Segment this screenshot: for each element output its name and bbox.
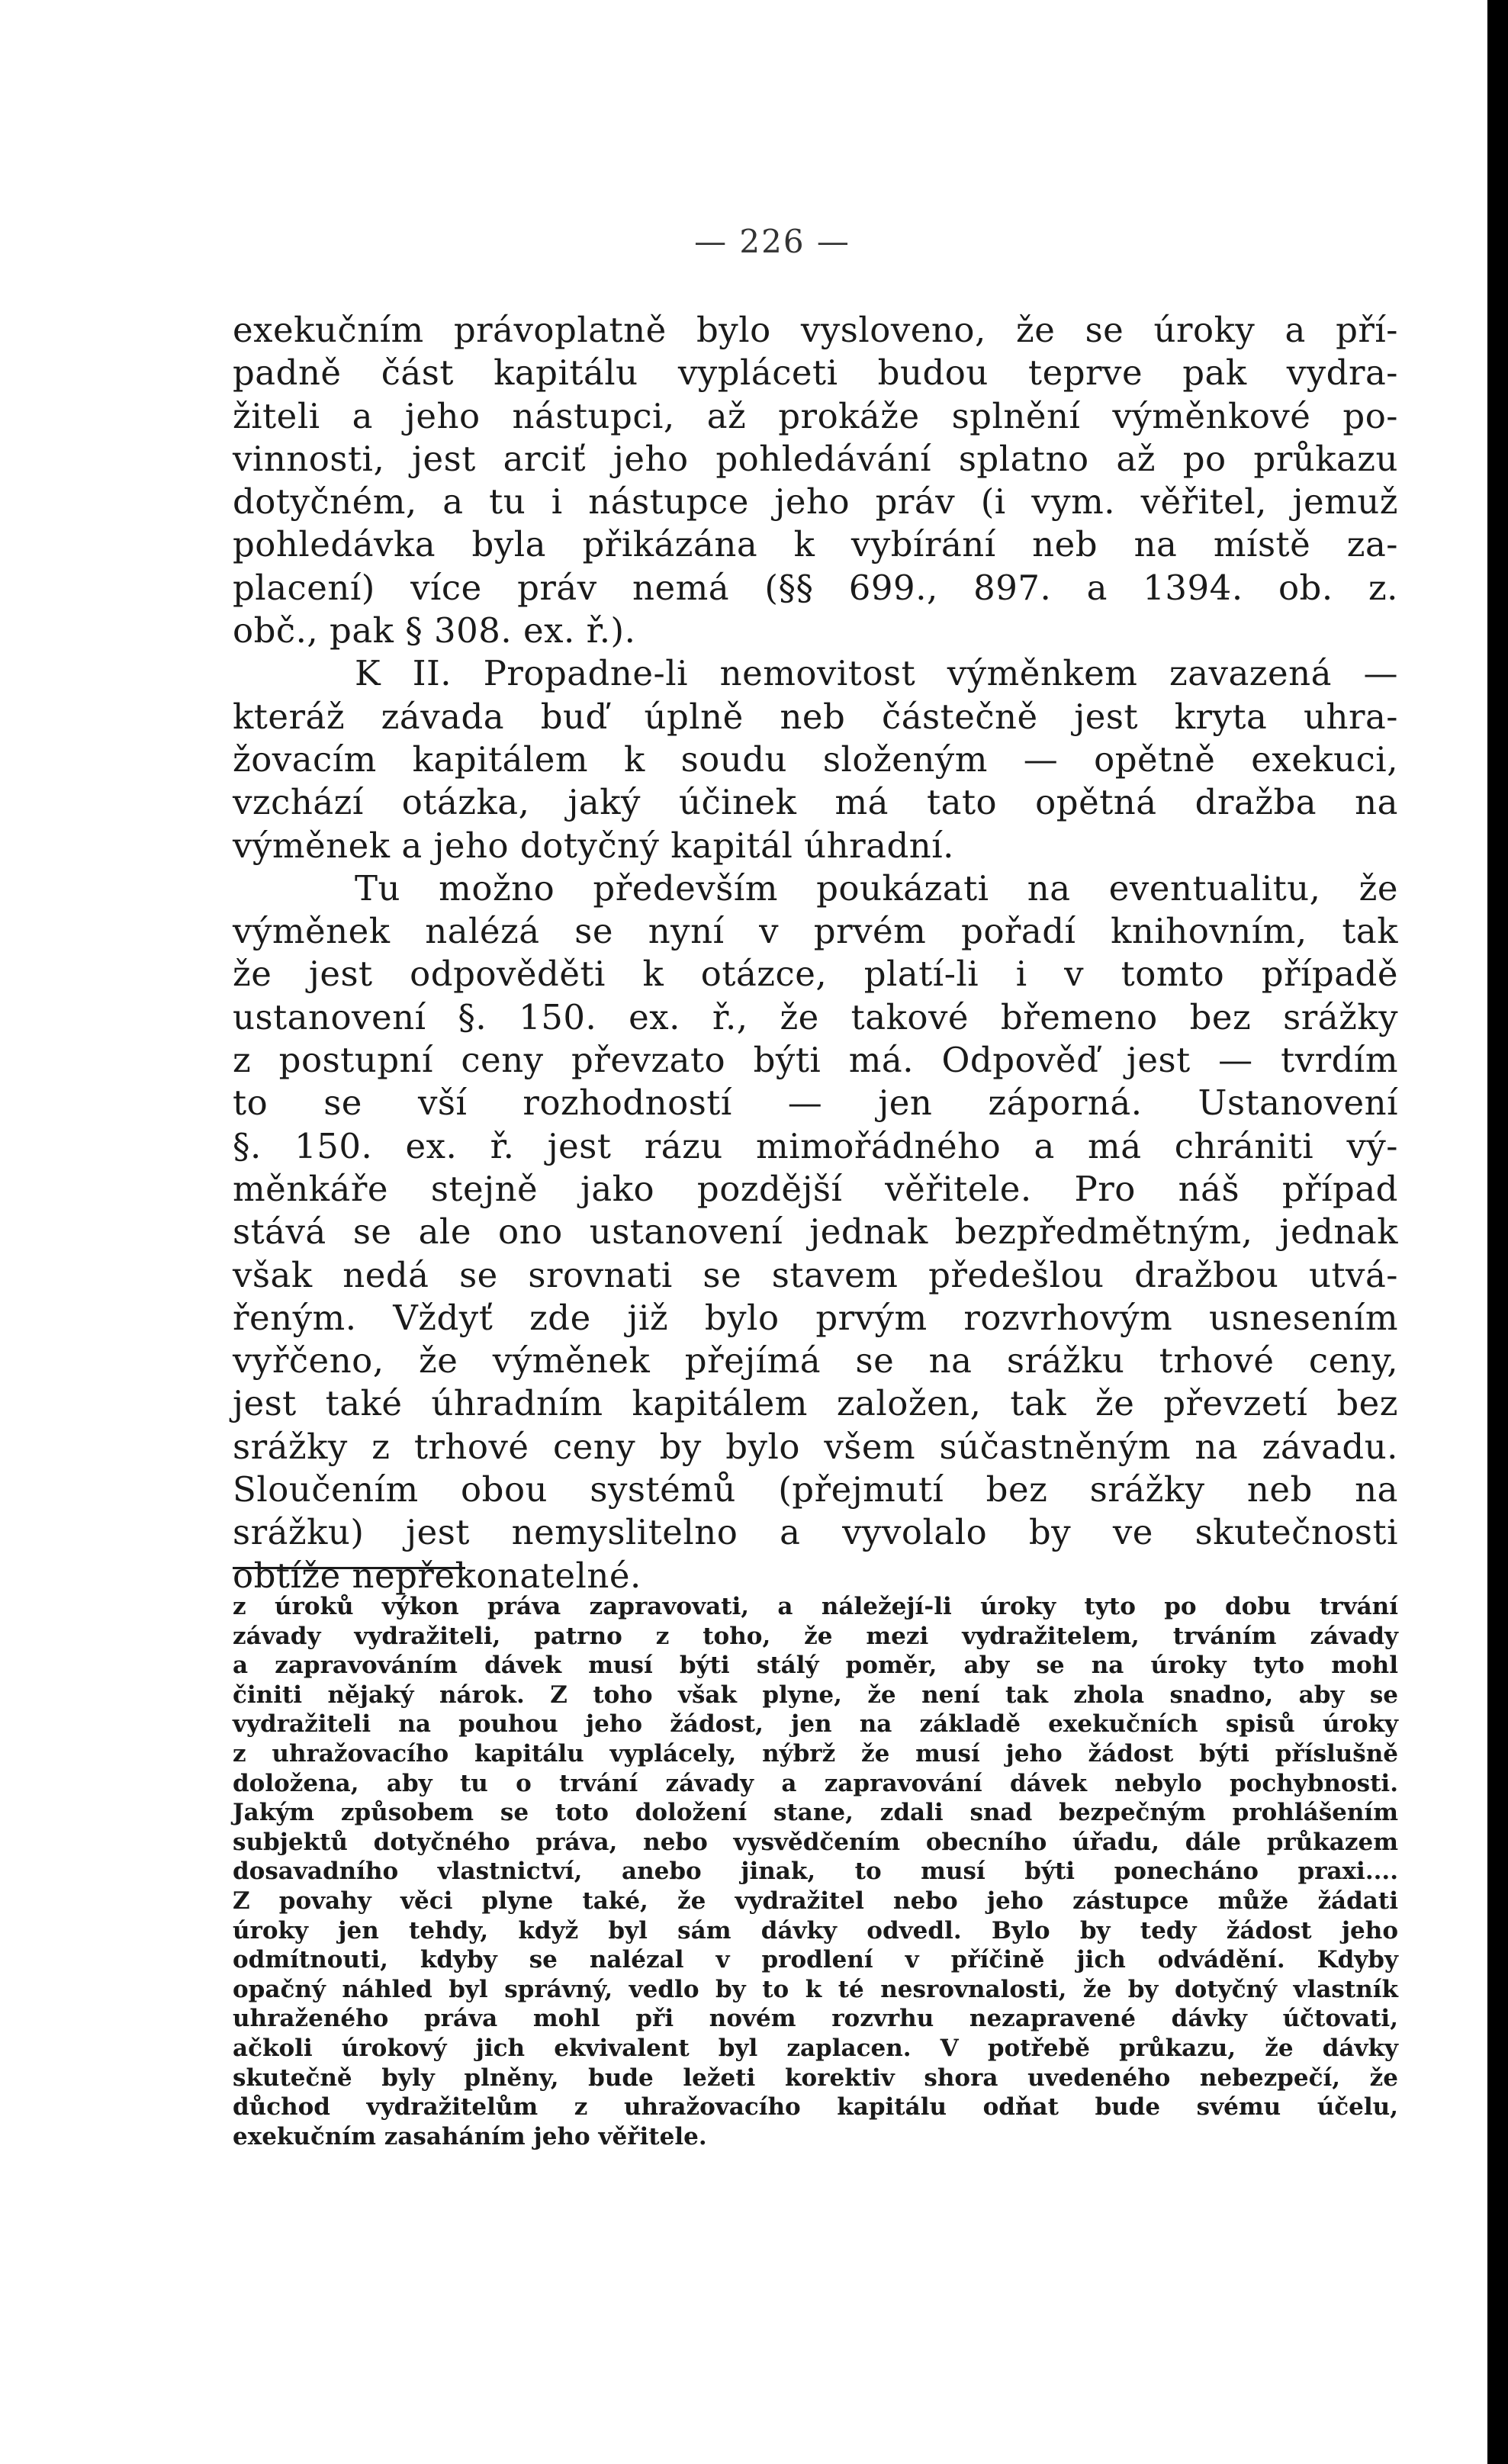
text-line: K II. Propadne-li nemovitost výměnkem zavazená —	[355, 653, 1398, 694]
footnote-divider	[233, 1567, 465, 1569]
text-line: výměnek nalézá se nyní v prvém pořadí knihovním, tak	[233, 911, 1398, 952]
text-line: jest také úhradním kapitálem založen, tak že převzetí bez	[233, 1383, 1398, 1424]
footnote-line: skutečně byly plněny, bude ležeti korektiv shora uvedeného nebezpečí, že	[233, 2064, 1398, 2092]
text-line: výměnek a jeho dotyčný kapitál úhradní.	[233, 825, 954, 866]
text-line: ustanovení §. 150. ex. ř., že takové břemeno bez srážky	[233, 996, 1398, 1037]
footnote-line: z úroků výkon práva zapravovati, a náležejí-li úroky tyto po dobu trvání	[233, 1593, 1398, 1620]
text-line: srážku) jest nemyslitelno a vyvolalo by ve skutečnosti	[233, 1512, 1398, 1553]
footnote-line: opačný náhled byl správný, vedlo by to k té nesrovnalosti, že by dotyčný vlastník	[233, 1975, 1398, 2003]
footnote-line: ačkoli úrokový jich ekvivalent byl zaplacen. V potřebě průkazu, že dávky	[233, 2034, 1398, 2062]
footnote-line: doložena, aby tu o trvání závady a zapravování dávek nebylo pochybnosti.	[233, 1769, 1398, 1797]
footnote-line: úroky jen tehdy, když byl sám dávky odvedl. Bylo by tedy žádost jeho	[233, 1916, 1398, 1945]
text-line: že jest odpověděti k otázce, platí-li i v tomto případě	[233, 954, 1398, 995]
footnote-line: závady vydražiteli, patrno z toho, že mezi vydražitelem, trváním závady	[233, 1622, 1398, 1650]
footnote-line: důchod vydražitelům z uhražovacího kapitálu odňat bude svému účelu,	[233, 2093, 1398, 2121]
text-line: však nedá se srovnati se stavem předešlou dražbou utvá-	[233, 1254, 1398, 1295]
text-line: měnkáře stejně jako pozdější věřitele. Pro náš případ	[233, 1168, 1398, 1209]
footnote-line: uhraženého práva mohl při novém rozvrhu nezapravené dávky účtovati,	[233, 2005, 1398, 2033]
text-line: exekučním právoplatně bylo vysloveno, že se úroky a pří-	[233, 310, 1398, 350]
text-line: placení) více práv nemá (§§ 699., 897. a 1394. ob. z.	[233, 567, 1398, 608]
text-line: žiteli a jeho nástupci, až prokáže splnění výměnkové po-	[233, 395, 1398, 436]
footnote-line: dosavadního vlastnictví, anebo jinak, to musí býti ponecháno praxi....	[233, 1858, 1398, 1886]
text-line: obč., pak § 308. ex. ř.).	[233, 610, 636, 651]
text-line: Sloučením obou systémů (přejmutí bez srážky neb na	[233, 1469, 1398, 1510]
footnote-line: činiti nějaký nárok. Z toho však plyne, že není tak zhola snadno, aby se	[233, 1681, 1398, 1709]
footnote-line: Jakým způsobem se toto doložení stane, zdali snad bezpečným prohlášením	[233, 1799, 1398, 1827]
main-text	[233, 309, 1398, 1597]
text-line: vinnosti, jest arciť jeho pohledávání splatno až po průkazu	[233, 438, 1398, 479]
text-line: pohledávka byla přikázána k vybírání neb na místě za-	[233, 524, 1398, 565]
footnote-line: z uhražovacího kapitálu vyplácely, nýbrž že musí jeho žádost býti příslušně	[233, 1739, 1398, 1768]
text-line: dotyčném, a tu i nástupce jeho práv (i vym. věřitel, jemuž	[233, 481, 1398, 523]
footnote-line: odmítnouti, kdyby se nalézal v prodlení v příčině jich odvádění. Kdyby	[233, 1946, 1398, 1974]
text-line: vzchází otázka, jaký účinek má tato opětná dražba na	[233, 782, 1398, 823]
footnote-line: vydražiteli na pouhou jeho žádost, jen na základě exekučních spisů úroky	[233, 1710, 1398, 1739]
footnote-line: exekučním zasaháním jeho věřitele.	[233, 2122, 707, 2150]
text-line: §. 150. ex. ř. jest rázu mimořádného a má chrániti vý-	[233, 1125, 1398, 1166]
text-line: to se vší rozhodností — jen záporná. Ustanovení	[233, 1082, 1398, 1124]
text-line: stává se ale ono ustanovení jednak bezpředmětným, jednak	[233, 1211, 1398, 1253]
text-line: vyřčeno, že výměnek přejímá se na srážku trhové ceny,	[233, 1340, 1398, 1382]
text-line: řeným. Vždyť zde již bylo prvým rozvrhovým usnesením	[233, 1297, 1398, 1338]
footnote-line: subjektů dotyčného práva, nebo vysvědčením obecního úřadu, dále průkazem	[233, 1828, 1398, 1856]
text-line: padně část kapitálu vypláceti budou teprve pak vydra-	[233, 352, 1398, 394]
text-line: Tu možno především poukázati na eventualitu, že	[355, 867, 1398, 909]
text-line: obtíže nepřekonatelné.	[233, 1555, 641, 1596]
text-line: kteráž závada buď úplně neb částečně jest kryta uhra-	[233, 696, 1398, 737]
footnote-line: Z povahy věci plyne také, že vydražitel nebo jeho zástupce může žádati	[233, 1887, 1398, 1915]
page-number: — 226 —	[694, 223, 850, 260]
footnote-line: a zapravováním dávek musí býti stálý poměr, aby se na úroky tyto mohl	[233, 1652, 1398, 1680]
scan-edge	[1487, 0, 1508, 2464]
text-line: z postupní ceny převzato býti má. Odpověď jest — tvrdím	[233, 1040, 1398, 1081]
text-line: srážky z trhové ceny by bylo všem súčastněným na závadu.	[233, 1426, 1398, 1467]
text-line: žovacím kapitálem k soudu složeným — opětně exekuci,	[233, 738, 1398, 780]
footnote	[233, 1592, 1398, 2151]
